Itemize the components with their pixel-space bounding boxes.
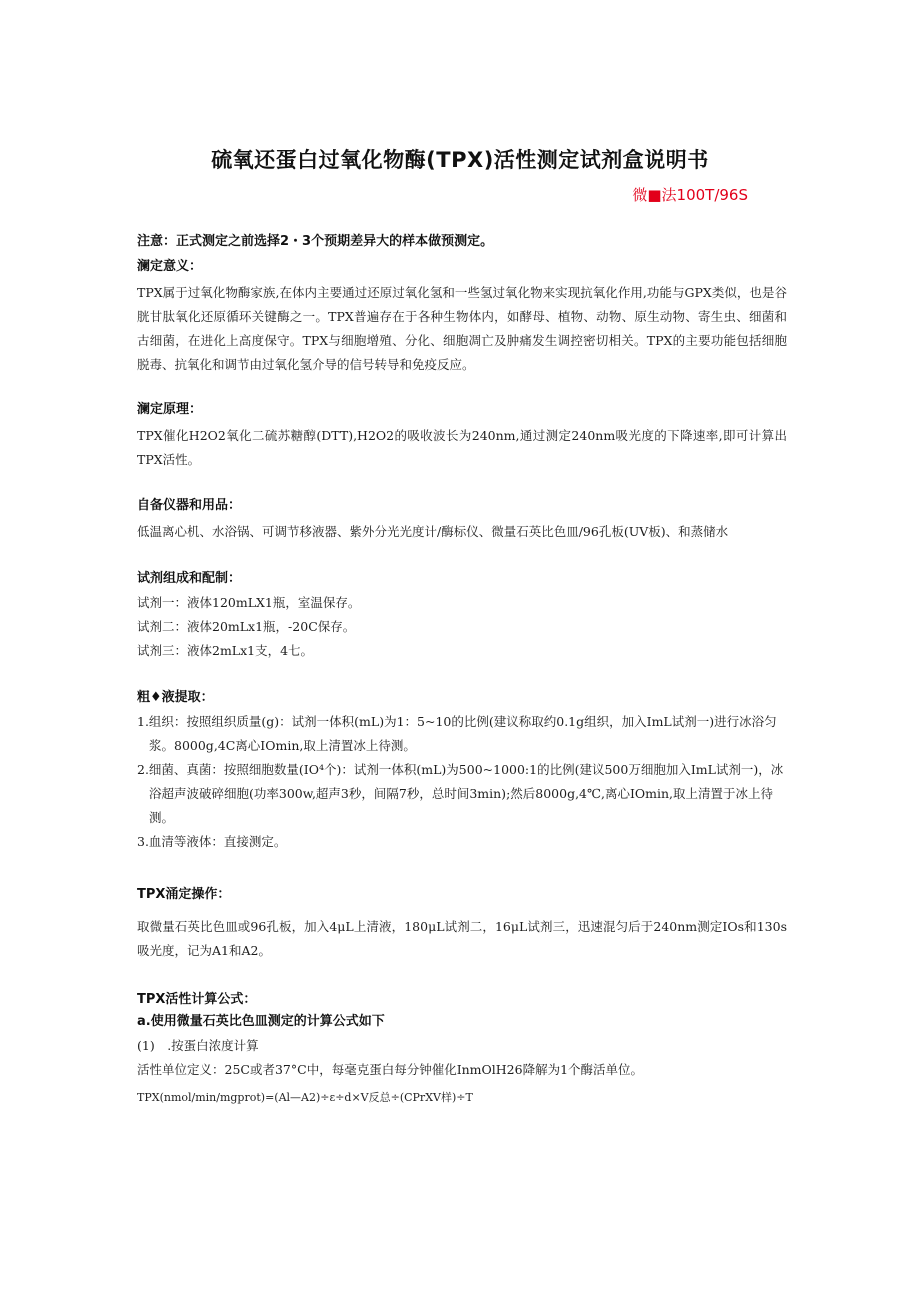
formula-heading: TPX活性计算公式： <box>137 992 257 1007</box>
formula-item-protein: (1) .按蛋白浓度计算 <box>137 1038 259 1053</box>
extraction-heading: 粗♦液提取： <box>137 690 214 705</box>
reagent-item: 试剂二：液体20mLx1瓶，-20C保存。 <box>137 619 356 634</box>
instruments-heading: 自备仪器和用品： <box>137 498 242 513</box>
operation-heading: TPX涌定操作： <box>137 887 231 902</box>
unit-definition: 活性单位定义：25C或者37°C中，每毫克蛋白每分钟催化InmOlH26降解为1个酶活单位。 <box>137 1062 644 1077</box>
method-spec: 微■法100T/96S <box>632 186 748 204</box>
significance-heading: 澜定意义： <box>137 259 203 274</box>
extraction-item: 3.血清等液体：直接测定。 <box>137 834 287 849</box>
significance-section <box>137 257 787 377</box>
reagents-section <box>137 569 787 663</box>
extraction-section <box>137 688 787 854</box>
formula-section <box>137 990 787 1108</box>
principle-section <box>137 400 787 472</box>
significance-text: TPX属于过氧化物酶家族,在体内主要通过还原过氧化氢和一些氢过氧化物来实现抗氧化作用,功能与GPX类似，也是谷胱甘肽氧化还原循环关键酶之一。TPX普遍存在于各种生物体内，如酵母、植物、动物、原生动物、寄生虫、细菌和古细菌，在进化上高度保守。TPX与细胞增殖、分化、细胞凋亡及肿痛发生调控密切相关。TPX的主要功能包括细胞脱毒、抗氧化和调节由过氧化氢介导的信号转导和免疫反应。 <box>137 285 787 372</box>
note-section <box>137 232 787 252</box>
reagents-heading: 试剂组成和配制： <box>137 571 242 586</box>
instruments-section <box>137 496 787 544</box>
principle-text: TPX催化H2O2氧化二硫苏糖醇(DTT),H2O2的吸收波长为240nm,通过测定240nm吸光度的下降速率,即可计算出TPX活性。 <box>137 428 787 467</box>
formula-equation: TPX(nmol/min/mgprot)=(Al—A2)÷ε÷d×V反总÷(CPrXV样)÷T <box>137 1091 473 1104</box>
principle-heading: 澜定原理： <box>137 402 203 417</box>
page-title: 硫氧还蛋白过氧化物酶(TPX)活性测定试剂盒说明书 <box>211 148 709 172</box>
operation-text: 取微量石英比色皿或96孔板，加入4μL上清液，180μL试剂二，16μL试剂三，迅速混匀后于240nm测定IOs和130s吸光度，记为A1和A2。 <box>137 919 787 958</box>
operation-section <box>137 885 787 963</box>
reagent-item: 试剂三：液体2mLx1支，4七。 <box>137 643 314 658</box>
formula-subheading: a.使用微量石英比色皿测定的计算公式如下 <box>137 1014 385 1029</box>
extraction-item: 1.组织：按照组织质量(g)：试剂一体积(mL)为1：5~10的比例(建议称取约0.1g组织，加入ImL试剂一)进行冰浴匀浆。8000g,4C离心IOmin,取上清置冰上待测。 <box>137 714 777 753</box>
reagent-item: 试剂一：液体120mLX1瓶，室温保存。 <box>137 595 361 610</box>
extraction-item: 2.细菌、真菌：按照细胞数量(IO⁴个)：试剂一体积(mL)为500~1000:1的比例(建议500万细胞加入ImL试剂一)，冰浴超声波破碎细胞(功率300w,超声3秒，间隔7秒，总时间3min);然后8000g,4℃,离心IOmin,取上清置于冰上待测。 <box>137 762 784 825</box>
note-text: 注意：正式测定之前选择2・3个预期差异大的样本做预测定。 <box>137 234 494 249</box>
instruments-text: 低温离心机、水浴锅、可调节移液器、紫外分光光度计/酶标仪、微量石英比色皿/96孔板(UV板)、和蒸储水 <box>137 524 729 539</box>
